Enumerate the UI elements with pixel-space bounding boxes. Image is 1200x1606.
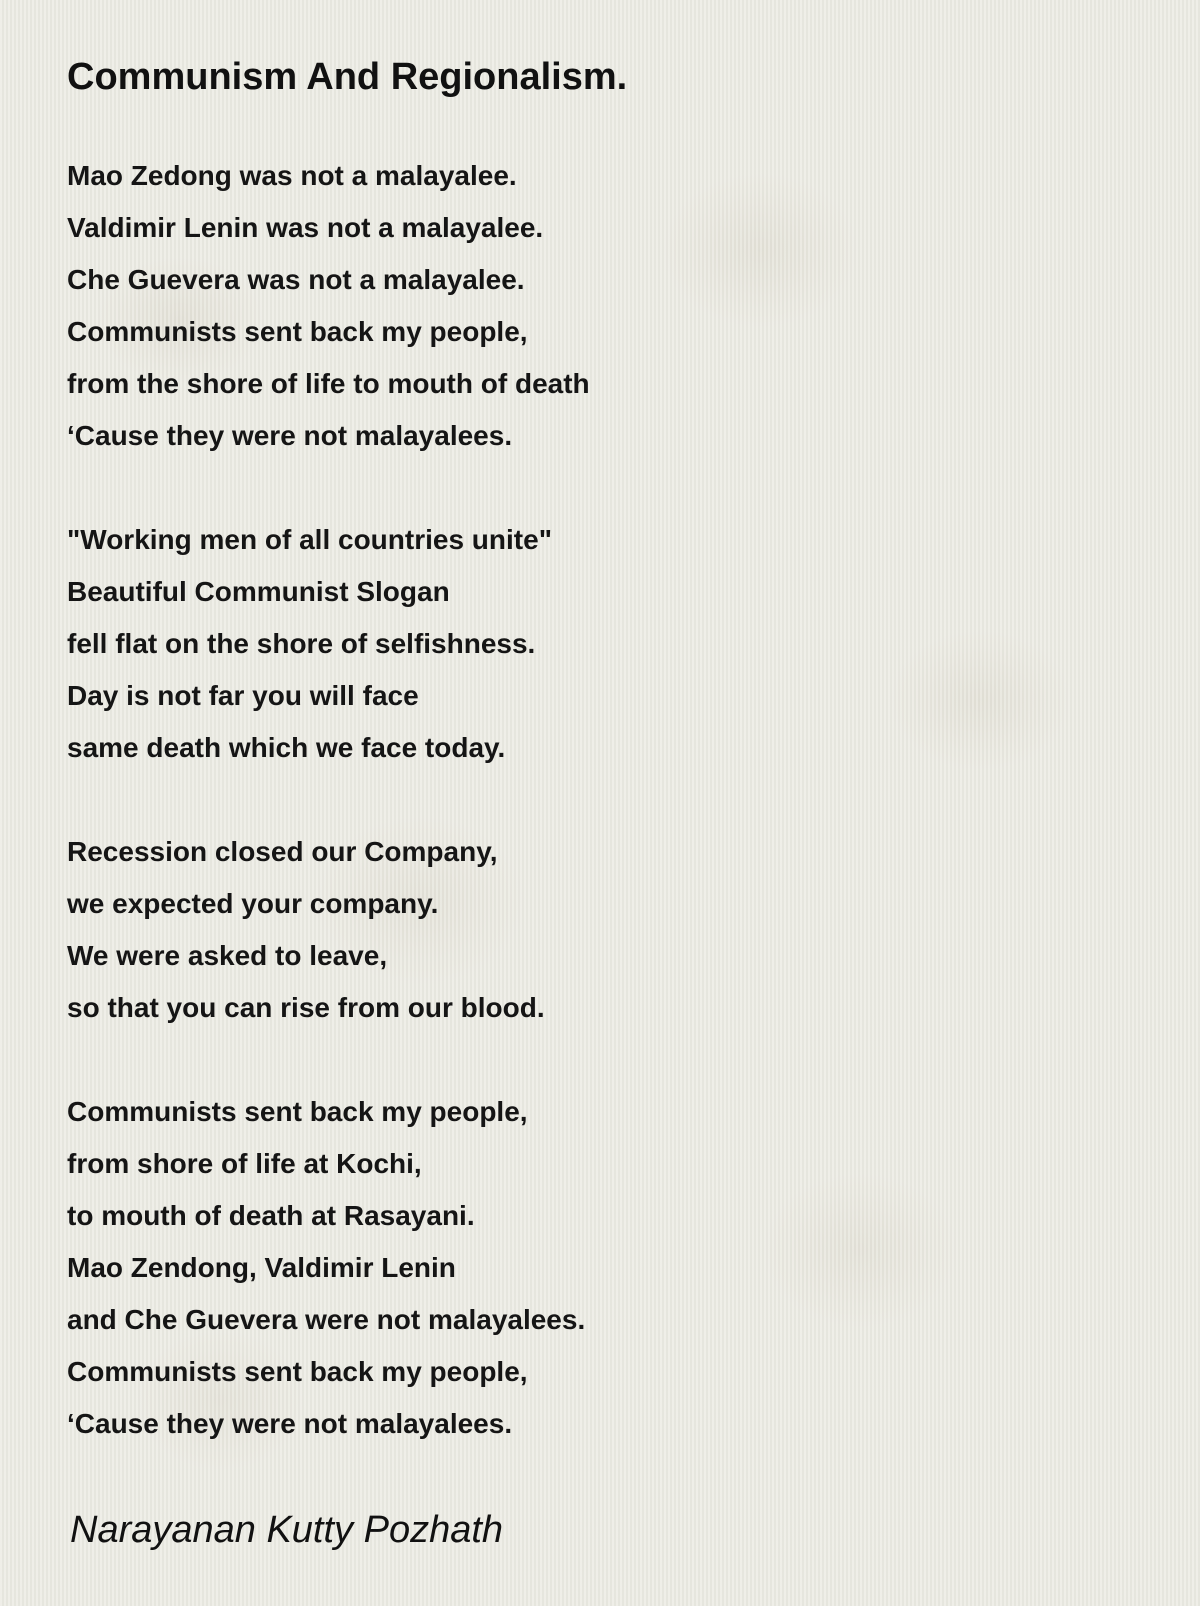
poem-line: Communists sent back my people, [67,1096,528,1127]
poem-line: ‘Cause they were not malayalees. [67,420,513,451]
poem-line: Valdimir Lenin was not a malayalee. [67,212,544,243]
poem-line: Beautiful Communist Slogan [67,576,450,607]
stanza-1 [67,150,1127,462]
poem-line: Communists sent back my people, [67,316,528,347]
poem-title: Communism And Regionalism. [67,56,628,98]
poem-line: from the shore of life to mouth of death [67,368,590,399]
poem-author: Narayanan Kutty Pozhath [70,1509,504,1551]
poem-line: Mao Zedong was not a malayalee. [67,160,517,191]
poem-line: to mouth of death at Rasayani. [67,1200,475,1231]
poem-line: Mao Zendong, Valdimir Lenin [67,1252,456,1283]
poem-line: and Che Guevera were not malayalees. [67,1304,586,1335]
poem-body [67,150,1127,1450]
poem-line: Recession closed our Company, [67,836,498,867]
poem-line: Che Guevera was not a malayalee. [67,264,525,295]
poem-line: fell flat on the shore of selfishness. [67,628,536,659]
poem-line: from shore of life at Kochi, [67,1148,422,1179]
stanza-2 [67,514,1127,774]
poem-line: same death which we face today. [67,732,506,763]
poem-line: Communists sent back my people, [67,1356,528,1387]
poem-line: so that you can rise from our blood. [67,992,545,1023]
stanza-3 [67,826,1127,1034]
poem-line: "Working men of all countries unite" [67,524,552,555]
poem-line: we expected your company. [67,888,439,919]
poem-page [67,48,1127,1502]
poem-line: ‘Cause they were not malayalees. [67,1408,513,1439]
stanza-4 [67,1086,1127,1450]
poem-line: We were asked to leave, [67,940,388,971]
poem-line: Day is not far you will face [67,680,419,711]
